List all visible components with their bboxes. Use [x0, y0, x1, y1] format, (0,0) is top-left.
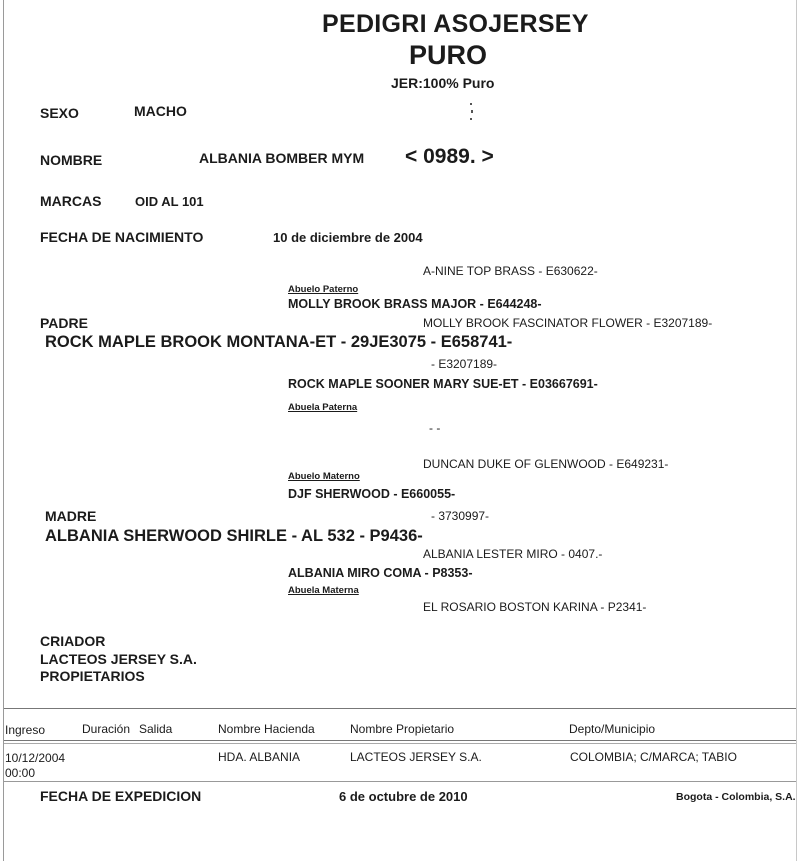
fecha-expedicion-label: FECHA DE EXPEDICION	[40, 788, 202, 804]
abuela-materna-label: Abuela Materna	[288, 585, 359, 596]
certificate-title: PEDIGRI ASOJERSEY	[322, 10, 589, 38]
criador-label: CRIADOR	[40, 633, 106, 649]
abuelo-materno: DJF SHERWOOD - E660055-	[288, 487, 456, 501]
fecha-expedicion-value: 6 de octubre de 2010	[339, 789, 468, 804]
row-hacienda: HDA. ALBANIA	[218, 750, 301, 764]
table-top-rule	[4, 708, 796, 709]
madre-label: MADRE	[45, 508, 97, 524]
header-nombre-hacienda: Nombre Hacienda	[218, 722, 315, 736]
scan-left-edge	[3, 0, 4, 861]
marcas-label: MARCAS	[40, 193, 102, 209]
padre: ROCK MAPLE BROOK MONTANA-ET - 29JE3075 - E658741-	[45, 333, 513, 351]
padre-label: PADRE	[40, 315, 88, 331]
sexo-label: SEXO	[40, 105, 79, 121]
expedicion-place: Bogota - Colombia, S.A.	[676, 791, 796, 803]
abuelo-paterno: MOLLY BROOK BRASS MAJOR - E644248-	[288, 297, 542, 311]
maternal-granddam-sire: ALBANIA LESTER MIRO - 0407.-	[423, 547, 603, 561]
paternal-granddam-dam: - -	[429, 421, 441, 435]
header-nombre-propietario: Nombre Propietario	[350, 722, 455, 736]
abuela-paterna-label: Abuela Paterna	[288, 402, 358, 413]
criador-value: LACTEOS JERSEY S.A.	[40, 651, 197, 667]
nombre-value: ALBANIA BOMBER MYM	[199, 150, 365, 166]
madre: ALBANIA SHERWOOD SHIRLE - AL 532 - P9436-	[45, 527, 423, 545]
abuela-materna: ALBANIA MIRO COMA - P8353-	[288, 566, 473, 580]
row-bottom-rule	[4, 781, 796, 782]
header-ingreso: Ingreso	[5, 723, 46, 737]
certificate-subtitle: PURO	[409, 40, 488, 70]
header-bottom-rule-2	[4, 743, 796, 744]
scan-right-edge	[796, 0, 797, 861]
propietarios-label: PROPIETARIOS	[40, 668, 145, 684]
scan-speck	[470, 118, 472, 120]
abuela-paterna: ROCK MAPLE SOONER MARY SUE-ET - E03667691-	[288, 377, 598, 391]
maternal-grandsire-sire: DUNCAN DUKE OF GLENWOOD - E649231-	[423, 457, 669, 471]
registration-number: < 0989. >	[405, 145, 494, 168]
breed-percentage: JER:100% Puro	[391, 75, 495, 91]
fecha-nacimiento-label: FECHA DE NACIMIENTO	[40, 229, 204, 245]
header-salida: Salida	[139, 722, 173, 736]
abuelo-paterno-label: Abuelo Paterno	[288, 284, 359, 295]
row-ingreso: 10/12/2004	[5, 751, 66, 765]
abuelo-materno-label: Abuelo Materno	[288, 471, 360, 482]
fecha-nacimiento-value: 10 de diciembre de 2004	[273, 230, 423, 245]
paternal-granddam-sire: - E3207189-	[431, 357, 498, 371]
maternal-granddam-dam: EL ROSARIO BOSTON KARINA - P2341-	[423, 600, 647, 614]
sexo-value: MACHO	[134, 103, 187, 119]
header-depto-municipio: Depto/Municipio	[569, 722, 656, 736]
row-propietario: LACTEOS JERSEY S.A.	[350, 750, 482, 764]
nombre-label: NOMBRE	[40, 152, 103, 168]
marcas-value: OID AL 101	[135, 194, 204, 209]
row-ingreso-time: 00:00	[5, 766, 36, 780]
maternal-grandsire-dam: - 3730997-	[431, 509, 490, 523]
header-bottom-rule	[4, 740, 796, 741]
header-duracion: Duración	[82, 722, 131, 736]
scan-speck	[470, 103, 472, 105]
scan-speck	[471, 110, 473, 113]
row-depto: COLOMBIA; C/MARCA; TABIO	[570, 750, 737, 764]
paternal-grandsire-dam: MOLLY BROOK FASCINATOR FLOWER - E3207189-	[423, 316, 713, 330]
paternal-grandsire-sire: A-NINE TOP BRASS - E630622-	[423, 264, 598, 278]
